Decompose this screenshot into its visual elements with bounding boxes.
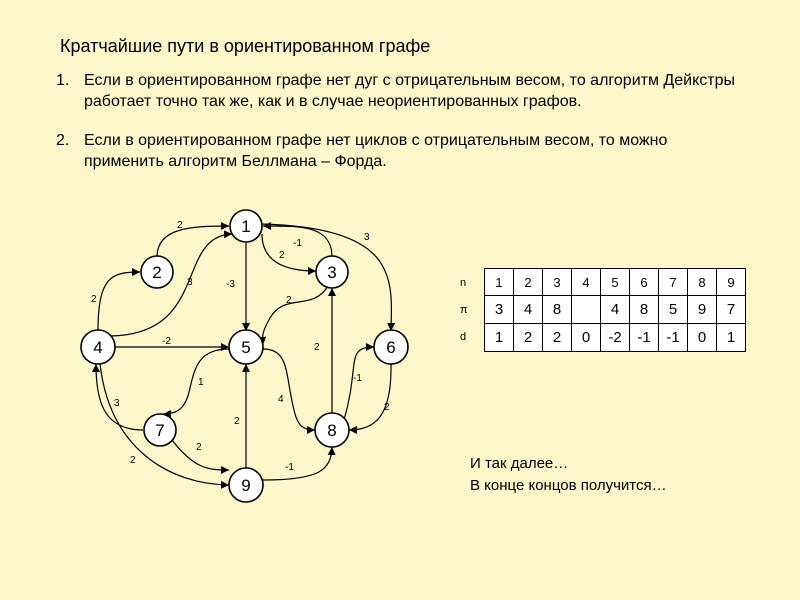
note-line-2: В конце концов получится… — [470, 477, 667, 494]
table-cell: 0 — [572, 324, 601, 352]
edge-weight: 2 — [177, 220, 183, 231]
list-item-number: 1. — [56, 72, 70, 89]
table-row-n — [485, 269, 746, 296]
graph-node-6 — [374, 330, 408, 364]
svg-text:6: 6 — [386, 338, 396, 357]
edge-5-8 — [263, 349, 315, 430]
table-cell: 1 — [485, 269, 514, 296]
table-cell: 8 — [688, 269, 717, 296]
table-cell: 5 — [659, 296, 688, 324]
table-cell: 9 — [717, 269, 746, 296]
edge-weight: 3 — [114, 398, 120, 409]
edge-4-1 — [108, 234, 232, 336]
edge-weight: 2 — [286, 295, 292, 306]
table-cell: 2 — [514, 269, 543, 296]
table-cell: 1 — [717, 324, 746, 352]
graph-node-9 — [229, 468, 263, 502]
svg-text:2: 2 — [152, 263, 162, 282]
table-cell: 4 — [572, 269, 601, 296]
result-table — [484, 268, 746, 352]
edge-weight: 3 — [187, 277, 193, 288]
svg-text:9: 9 — [241, 476, 251, 495]
graph-node-5 — [229, 330, 263, 364]
edge-weight: -1 — [285, 462, 294, 473]
table-cell: 4 — [601, 296, 630, 324]
table-cell: 9 — [688, 296, 717, 324]
edge-weight: 2 — [196, 442, 202, 453]
svg-text:8: 8 — [327, 421, 337, 440]
svg-text:4: 4 — [93, 338, 103, 357]
table-cell: 3 — [543, 269, 572, 296]
edge-7-4 — [96, 364, 143, 430]
table-cell: 3 — [485, 296, 514, 324]
page-title: Кратчайшие пути в ориентированном графе — [60, 36, 431, 56]
table-cell: 0 — [688, 324, 717, 352]
edge-weight: 2 — [314, 342, 320, 353]
table-cell: 1 — [485, 324, 514, 352]
table-row-pi — [485, 296, 746, 324]
edge-weight: 3 — [364, 232, 370, 243]
edge-9-8 — [263, 447, 332, 480]
row-label-d: d — [460, 331, 467, 343]
edge-2-1 — [157, 226, 229, 257]
table-cell: -2 — [601, 324, 630, 352]
table-cell: 2 — [543, 324, 572, 352]
graph-node-2 — [141, 256, 173, 288]
edge-weight: -3 — [226, 279, 235, 290]
table-cell: 7 — [659, 269, 688, 296]
list-item-number: 2. — [56, 132, 70, 149]
edge-3-5 — [263, 286, 328, 345]
table-cell: 2 — [514, 324, 543, 352]
list-item-text: Если в ориентированном графе нет циклов с отрицательным весом, то можно применить алгоритм Беллмана – Форда. — [84, 132, 668, 170]
svg-text:7: 7 — [155, 421, 165, 440]
table-row-d — [485, 324, 746, 352]
svg-text:3: 3 — [327, 263, 337, 282]
row-label-pi: π — [460, 304, 468, 316]
table-cell: 8 — [543, 296, 572, 324]
table-cell — [572, 296, 601, 324]
edge-weight: 2 — [130, 455, 136, 466]
graph-node-1 — [230, 210, 262, 242]
edge-weight: -1 — [353, 373, 362, 384]
note-line-1: И так далее… — [470, 455, 569, 472]
edge-4-2 — [98, 272, 140, 331]
list-item-text: Если в ориентированном графе нет дуг с отрицательным весом, то алгоритм Дейкстры работает точно так же, как и в случае неориентированных графов. — [84, 72, 735, 110]
graph-node-4 — [81, 330, 115, 364]
table-cell: 8 — [630, 296, 659, 324]
edge-weight: 2 — [384, 402, 390, 413]
edge-weight: 1 — [198, 377, 204, 388]
graph-node-3 — [316, 256, 348, 288]
table-cell: 6 — [630, 269, 659, 296]
graph-node-8 — [315, 413, 349, 447]
graph-node-7 — [144, 414, 176, 446]
table-cell: 5 — [601, 269, 630, 296]
edge-weight: -1 — [293, 238, 302, 249]
edge-weight: 2 — [279, 250, 285, 261]
svg-text:5: 5 — [241, 338, 251, 357]
edge-weight: 4 — [278, 394, 284, 405]
edge-weight: -2 — [162, 336, 171, 347]
table-cell: -1 — [630, 324, 659, 352]
row-label-n: n — [460, 277, 467, 289]
table-cell: 4 — [514, 296, 543, 324]
table-cell: -1 — [659, 324, 688, 352]
svg-text:1: 1 — [241, 217, 251, 236]
edge-5-7 — [163, 349, 229, 414]
edge-weight: 2 — [234, 416, 240, 427]
table-cell: 7 — [717, 296, 746, 324]
edge-1-3 — [262, 234, 316, 271]
edge-weight: 2 — [91, 294, 97, 305]
